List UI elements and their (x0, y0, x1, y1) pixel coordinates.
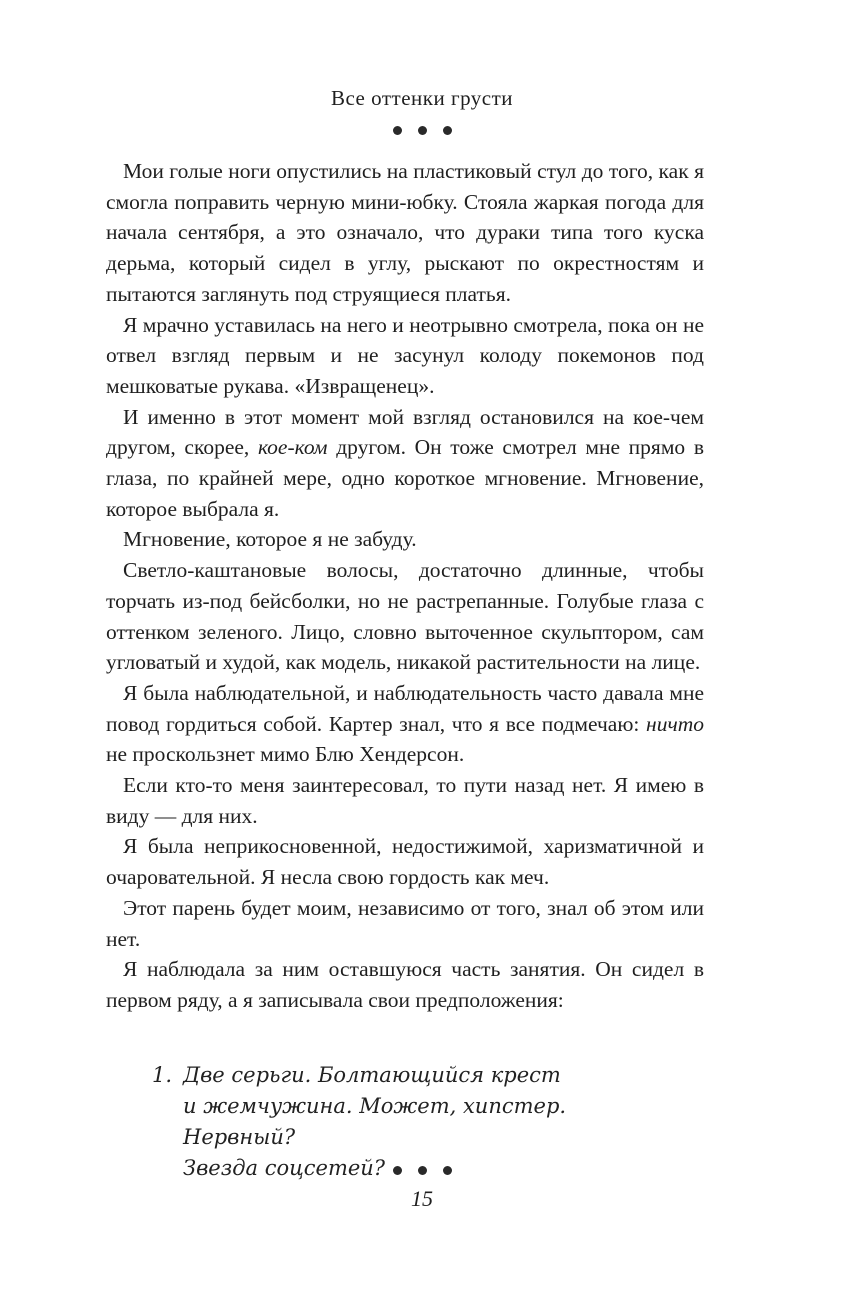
emphasis: ничто (646, 711, 704, 736)
paragraph: Я была наблюдательной, и наблюдательность часто давала мне повод гордиться собой. Картер знал, что я все подмечаю: ничто не проскользнет мимо Блю Хендерсон. (106, 680, 704, 767)
divider-dot (393, 1166, 402, 1175)
body-text (106, 156, 704, 1016)
handwritten-line: Звезда соцсетей? (183, 1156, 386, 1180)
section-divider-bottom (0, 1166, 844, 1175)
running-head: Все оттенки грусти (330, 86, 514, 110)
paragraph: И именно в этот момент мой взгляд остановился на кое-чем другом, скорее, кое-ком другом. Он тоже смотрел мне прямо в глаза, по крайней мере, одно короткое мгновение. Мгновение, которое выбрала я. (106, 404, 704, 521)
divider-dot (418, 126, 427, 135)
handwritten-line: 1. Две серьги. Болтающийся крест (152, 1060, 672, 1091)
paragraph: Я наблюдала за ним оставшуюся часть занятия. Он сидел в первом ряду, а я записывала свои предположения: (106, 957, 704, 1012)
paragraph: Светло-каштановые волосы, достаточно длинные, чтобы торчать из-под бейсболки, но не растрепанные. Голубые глаза с оттенком зеленого. Лицо, словно выточенное скульптором, сам угловатый и худой, как модель, никакой растительности на лице. (106, 558, 704, 675)
paragraph: Мои голые ноги опустились на пластиковый стул до того, как я смогла поправить черную мини-юбку. Стояла жаркая погода для начала сентября, а это означало, что дураки типа того куска дерьма, который сидел в углу, рыскают по окрестностям и пытаются заглянуть под струящиеся платья. (106, 159, 704, 306)
paragraph: Я была неприкосновенной, недостижимой, харизматичной и очаровательной. Я несла свою гордость как меч. (106, 834, 704, 890)
page-number: 15 (411, 1186, 433, 1211)
paragraph: Мгновение, которое я не забуду. (123, 527, 417, 552)
paragraph: Этот парень будет моим, независимо от того, знал об этом или нет. (106, 895, 704, 951)
paragraph: Если кто-то меня заинтересовал, то пути назад нет. Я имею в виду — для них. (106, 773, 704, 828)
handwritten-line: и жемчужина. Может, хипстер. Нервный? (183, 1094, 567, 1149)
paragraph: Я мрачно уставилась на него и неотрывно смотрела, пока он не отвел взгляд первым и не засунул колоду покемонов под мешковатые рукава. «Извращенец». (106, 312, 704, 398)
emphasis: кое-ком (257, 435, 328, 460)
divider-dot (443, 126, 452, 135)
section-divider-top (0, 126, 844, 135)
divider-dot (418, 1166, 427, 1175)
list-number: 1. (152, 1063, 173, 1087)
divider-dot (393, 126, 402, 135)
divider-dot (443, 1166, 452, 1175)
